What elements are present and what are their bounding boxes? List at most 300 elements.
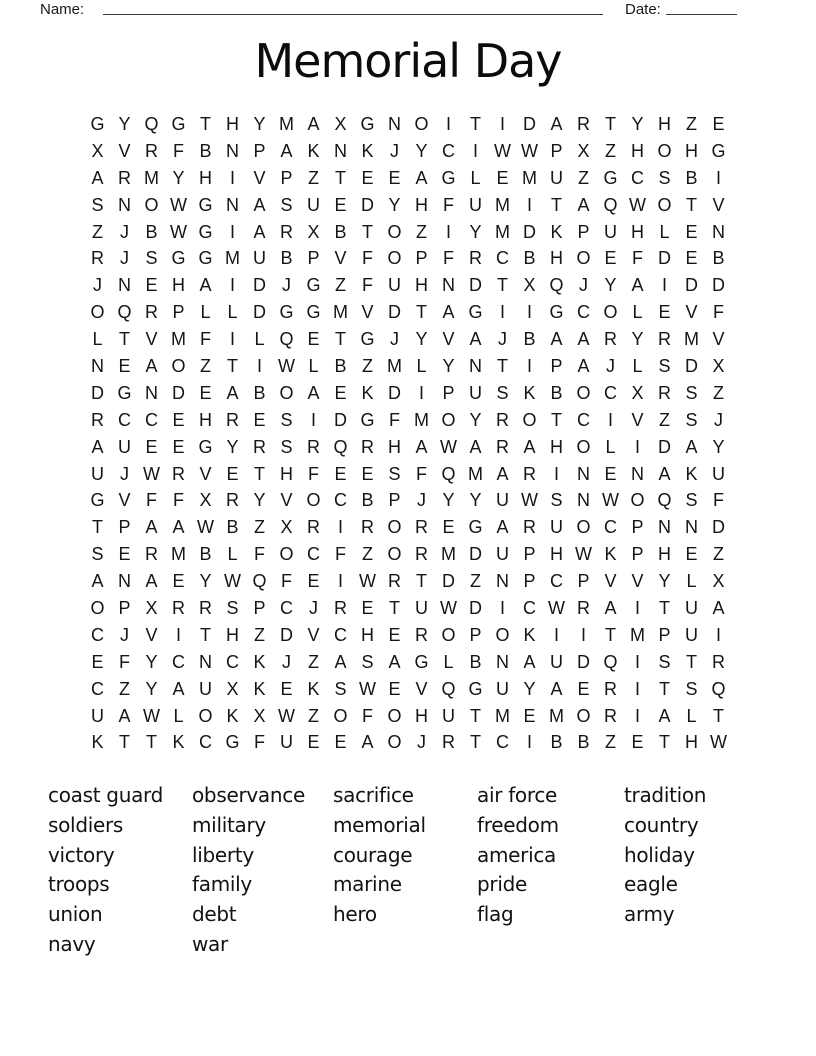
grid-letter: O <box>198 705 213 726</box>
grid-letter: Y <box>388 194 401 215</box>
grid-letter: C <box>91 624 104 645</box>
grid-letter: Q <box>117 302 132 323</box>
grid-letter: Q <box>252 571 267 592</box>
grid-letter: H <box>550 248 563 269</box>
grid-letter: U <box>307 194 320 215</box>
grid-letter: N <box>388 113 401 134</box>
grid-letter: A <box>496 463 509 484</box>
grid-letter: U <box>550 651 563 672</box>
grid-letter: J <box>120 248 129 269</box>
grid-letter: U <box>469 194 482 215</box>
word-list <box>0 781 816 981</box>
word-item: debt <box>192 902 237 927</box>
word-item: troops <box>48 872 110 897</box>
grid-letter: Z <box>713 382 724 403</box>
grid-letter: W <box>170 221 187 242</box>
grid-letter: I <box>418 382 424 403</box>
grid-letter: E <box>361 597 374 618</box>
word-item: military <box>192 812 266 837</box>
grid-letter: E <box>145 436 158 457</box>
grid-letter: A <box>685 436 698 457</box>
grid-letter: J <box>390 329 399 350</box>
grid-letter: V <box>712 329 725 350</box>
grid-letter: E <box>604 463 617 484</box>
grid-letter: D <box>469 544 482 565</box>
grid-letter: D <box>469 275 482 296</box>
grid-letter: L <box>227 544 238 565</box>
grid-letter: Z <box>605 140 616 161</box>
grid-letter: A <box>550 329 563 350</box>
grid-letter: E <box>334 732 347 753</box>
grid-letter: E <box>577 678 590 699</box>
grid-letter: S <box>685 382 698 403</box>
word-item: air force <box>477 783 558 807</box>
grid-letter: D <box>253 275 266 296</box>
grid-letter: Y <box>712 436 725 457</box>
grid-letter: B <box>334 355 347 376</box>
grid-letter: D <box>658 436 671 457</box>
date-blank-line[interactable] <box>666 0 737 15</box>
grid-letter: L <box>200 302 211 323</box>
word-item: country <box>624 812 699 837</box>
grid-letter: J <box>498 329 507 350</box>
grid-letter: G <box>306 302 321 323</box>
grid-letter: W <box>143 463 160 484</box>
grid-letter: N <box>442 275 455 296</box>
grid-letter: N <box>496 571 509 592</box>
grid-letter: M <box>495 705 510 726</box>
grid-letter: F <box>713 490 724 511</box>
grid-letter: H <box>685 140 698 161</box>
grid-letter: E <box>199 382 212 403</box>
grid-letter: Y <box>226 436 239 457</box>
grid-letter: A <box>361 732 374 753</box>
grid-letter: U <box>280 732 293 753</box>
grid-letter: J <box>93 275 102 296</box>
word-list-column <box>333 781 426 930</box>
grid-letter: D <box>91 382 104 403</box>
grid-letter: U <box>685 624 698 645</box>
grid-letter: N <box>91 355 104 376</box>
grid-letter: T <box>200 624 211 645</box>
grid-letter: K <box>523 624 536 645</box>
grid-letter: U <box>199 678 212 699</box>
grid-letter: C <box>496 248 509 269</box>
grid-letter: K <box>604 544 617 565</box>
grid-letter: N <box>631 463 644 484</box>
grid-letter: O <box>441 409 456 430</box>
grid-letter: S <box>658 651 671 672</box>
grid-letter: A <box>118 705 131 726</box>
grid-letter: H <box>415 705 428 726</box>
grid-letter: X <box>199 490 212 511</box>
word-item: navy <box>48 931 96 956</box>
grid-letter: S <box>685 490 698 511</box>
word-item: victory <box>48 842 115 867</box>
grid-letter: A <box>253 194 266 215</box>
grid-letter: D <box>712 517 725 538</box>
grid-letter: O <box>90 302 105 323</box>
grid-letter: O <box>576 436 591 457</box>
grid-letter: Q <box>711 678 726 699</box>
grid-letter: Y <box>145 651 158 672</box>
grid-letter: I <box>553 624 559 645</box>
grid-letter: N <box>145 382 158 403</box>
grid-letter: B <box>550 732 563 753</box>
grid-letter: J <box>714 409 723 430</box>
grid-letter: T <box>551 409 562 430</box>
grid-letter: I <box>472 140 478 161</box>
grid-letter: Z <box>308 705 319 726</box>
grid-letter: I <box>229 275 235 296</box>
grid-letter: P <box>577 221 590 242</box>
grid-letter: O <box>144 194 159 215</box>
grid-letter: A <box>280 140 293 161</box>
grid-letter: E <box>685 544 698 565</box>
grid-letter: P <box>631 517 644 538</box>
grid-letter: G <box>414 651 429 672</box>
grid-letter: K <box>253 678 266 699</box>
grid-letter: R <box>496 436 509 457</box>
grid-letter: Z <box>362 355 373 376</box>
grid-letter: E <box>388 167 401 188</box>
grid-letter: C <box>523 597 536 618</box>
grid-letter: R <box>172 597 185 618</box>
grid-letter: J <box>120 221 129 242</box>
grid-letter: U <box>91 463 104 484</box>
grid-letter: D <box>577 651 590 672</box>
grid-letter: B <box>280 248 293 269</box>
grid-letter: R <box>280 221 293 242</box>
grid-letter: G <box>441 167 456 188</box>
grid-letter: O <box>576 705 591 726</box>
word-item: memorial <box>333 812 426 837</box>
grid-letter: P <box>280 167 293 188</box>
grid-letter: U <box>442 705 455 726</box>
grid-letter: F <box>362 705 373 726</box>
grid-letter: D <box>685 355 698 376</box>
grid-letter: F <box>713 302 724 323</box>
grid-letter: C <box>91 678 104 699</box>
grid-letter: F <box>119 651 130 672</box>
grid-letter: A <box>91 571 104 592</box>
grid-letter: A <box>253 221 266 242</box>
grid-letter: I <box>634 705 640 726</box>
name-label: Name: <box>40 1 85 18</box>
grid-letter: R <box>658 382 671 403</box>
grid-letter: V <box>685 302 698 323</box>
grid-letter: I <box>580 624 586 645</box>
grid-letter: C <box>280 597 293 618</box>
word-list-column <box>477 781 559 930</box>
grid-letter: H <box>658 113 671 134</box>
grid-letter: T <box>497 355 508 376</box>
grid-letter: L <box>686 571 697 592</box>
grid-letter: A <box>523 651 536 672</box>
grid-letter: Q <box>549 275 564 296</box>
grid-letter: T <box>470 113 481 134</box>
grid-letter: M <box>333 302 348 323</box>
grid-letter: H <box>631 221 644 242</box>
grid-letter: Y <box>658 571 671 592</box>
grid-letter: N <box>199 651 212 672</box>
grid-letter: S <box>280 194 293 215</box>
grid-letter: N <box>118 275 131 296</box>
grid-letter: Y <box>172 167 185 188</box>
grid-letter: B <box>550 382 563 403</box>
grid-letter: A <box>550 678 563 699</box>
grid-letter: R <box>226 409 239 430</box>
grid-letter: M <box>171 329 186 350</box>
grid-letter: L <box>173 705 184 726</box>
grid-letter: Y <box>253 113 266 134</box>
grid-letter: I <box>337 517 343 538</box>
grid-letter: G <box>468 302 483 323</box>
grid-letter: G <box>306 275 321 296</box>
grid-letter: F <box>146 490 157 511</box>
grid-letter: J <box>417 490 426 511</box>
grid-letter: J <box>390 140 399 161</box>
grid-letter: E <box>685 248 698 269</box>
word-list-column <box>48 781 163 960</box>
grid-letter: T <box>605 624 616 645</box>
grid-letter: B <box>199 544 212 565</box>
grid-letter: E <box>604 248 617 269</box>
grid-letter: T <box>227 355 238 376</box>
grid-letter: S <box>685 678 698 699</box>
page-title: Memorial Day <box>254 34 562 88</box>
grid-letter: L <box>605 436 616 457</box>
grid-letter: R <box>91 248 104 269</box>
grid-letter: Z <box>605 732 616 753</box>
grid-letter: C <box>172 651 185 672</box>
grid-letter: H <box>550 436 563 457</box>
grid-letter: C <box>577 302 590 323</box>
grid-letter: Y <box>442 490 455 511</box>
grid-letter: T <box>335 329 346 350</box>
grid-letter: E <box>388 678 401 699</box>
word-item: army <box>624 902 675 927</box>
grid-letter: H <box>199 167 212 188</box>
grid-letter: Y <box>469 221 482 242</box>
grid-letter: S <box>91 194 104 215</box>
grid-letter: F <box>362 275 373 296</box>
grid-letter: P <box>253 597 266 618</box>
grid-letter: L <box>632 355 643 376</box>
grid-letter: D <box>253 302 266 323</box>
grid-letter: R <box>199 597 212 618</box>
grid-letter: O <box>387 517 402 538</box>
grid-letter: P <box>118 597 131 618</box>
grid-letter: Z <box>686 113 697 134</box>
grid-letter: Y <box>631 329 644 350</box>
grid-letter: K <box>91 732 104 753</box>
grid-letter: A <box>712 597 725 618</box>
grid-letter: P <box>388 490 401 511</box>
grid-letter: A <box>415 167 428 188</box>
grid-letter: O <box>576 382 591 403</box>
grid-letter: R <box>226 490 239 511</box>
grid-letter: T <box>470 732 481 753</box>
grid-letter: O <box>603 302 618 323</box>
grid-letter: M <box>279 113 294 134</box>
grid-letter: I <box>607 409 613 430</box>
grid-letter: M <box>522 167 537 188</box>
grid-letter: W <box>278 705 295 726</box>
grid-letter: X <box>145 597 158 618</box>
grid-letter: J <box>120 624 129 645</box>
grid-letter: T <box>119 329 130 350</box>
grid-letter: B <box>469 651 482 672</box>
grid-letter: L <box>227 302 238 323</box>
word-list-column <box>624 781 706 930</box>
grid-letter: K <box>550 221 563 242</box>
grid-letter: Q <box>441 678 456 699</box>
grid-letter: I <box>445 221 451 242</box>
grid-letter: Z <box>92 221 103 242</box>
grid-letter: Z <box>416 221 427 242</box>
grid-letter: C <box>199 732 212 753</box>
grid-letter: P <box>550 355 563 376</box>
grid-letter: U <box>415 597 428 618</box>
grid-letter: T <box>497 275 508 296</box>
grid-letter: V <box>307 624 320 645</box>
grid-letter: E <box>442 517 455 538</box>
grid-letter: M <box>684 329 699 350</box>
grid-letter: W <box>548 597 565 618</box>
grid-letter: H <box>415 194 428 215</box>
grid-letter: U <box>91 705 104 726</box>
grid-letter: P <box>523 544 536 565</box>
grid-letter: H <box>226 113 239 134</box>
grid-letter: P <box>658 624 671 645</box>
grid-letter: E <box>496 167 509 188</box>
grid-letter: P <box>550 140 563 161</box>
grid-letter: A <box>145 517 158 538</box>
grid-letter: E <box>172 571 185 592</box>
grid-letter: I <box>175 624 181 645</box>
grid-letter: T <box>605 113 616 134</box>
grid-letter: F <box>416 463 427 484</box>
grid-letter: V <box>361 302 374 323</box>
grid-letter: C <box>226 651 239 672</box>
grid-letter: R <box>415 544 428 565</box>
grid-letter: L <box>92 329 103 350</box>
grid-letter: U <box>496 678 509 699</box>
grid-letter: X <box>712 571 725 592</box>
grid-letter: S <box>496 382 509 403</box>
word-item: coast guard <box>48 783 164 807</box>
grid-letter: V <box>280 490 293 511</box>
grid-letter: Z <box>362 544 373 565</box>
grid-letter: G <box>171 248 186 269</box>
grid-letter: J <box>120 463 129 484</box>
grid-letter: W <box>710 732 727 753</box>
grid-letter: T <box>389 597 400 618</box>
grid-letter: I <box>661 275 667 296</box>
grid-letter: H <box>361 624 374 645</box>
grid-letter: I <box>553 463 559 484</box>
grid-letter: U <box>253 248 266 269</box>
grid-letter: A <box>91 167 104 188</box>
grid-letter: S <box>226 597 239 618</box>
grid-letter: E <box>334 382 347 403</box>
word-list-column <box>192 781 305 960</box>
grid-letter: R <box>604 329 617 350</box>
grid-letter: M <box>414 409 429 430</box>
grid-letter: I <box>526 355 532 376</box>
grid-letter: E <box>307 571 320 592</box>
grid-letter: X <box>226 678 239 699</box>
grid-letter: P <box>415 248 428 269</box>
grid-letter: G <box>198 194 213 215</box>
grid-letter: V <box>442 329 455 350</box>
grid-letter: I <box>715 624 721 645</box>
grid-letter: S <box>658 167 671 188</box>
grid-letter: W <box>359 571 376 592</box>
grid-letter: O <box>387 544 402 565</box>
grid-letter: O <box>387 732 402 753</box>
grid-letter: Z <box>308 167 319 188</box>
grid-letter: B <box>523 248 536 269</box>
grid-letter: R <box>361 517 374 538</box>
grid-letter: Z <box>254 624 265 645</box>
grid-letter: F <box>173 490 184 511</box>
grid-letter: A <box>523 436 536 457</box>
grid-letter: I <box>499 597 505 618</box>
grid-letter: M <box>171 544 186 565</box>
grid-letter: R <box>712 651 725 672</box>
grid-letter: I <box>229 167 235 188</box>
grid-letter: L <box>308 355 319 376</box>
grid-letter: O <box>387 705 402 726</box>
grid-letter: B <box>226 517 239 538</box>
grid-letter: R <box>523 517 536 538</box>
grid-letter: A <box>199 275 212 296</box>
grid-letter: D <box>172 382 185 403</box>
name-blank-line[interactable] <box>103 0 603 15</box>
word-item: war <box>192 931 228 956</box>
grid-letter: K <box>361 140 374 161</box>
grid-letter: S <box>145 248 158 269</box>
grid-letter: R <box>415 517 428 538</box>
grid-letter: Z <box>578 167 589 188</box>
grid-letter: C <box>496 732 509 753</box>
word-item: eagle <box>624 872 678 897</box>
grid-letter: P <box>631 544 644 565</box>
grid-letter: C <box>334 624 347 645</box>
grid-letter: A <box>145 571 158 592</box>
grid-letter: K <box>361 382 374 403</box>
grid-letter: I <box>526 302 532 323</box>
grid-letter: I <box>229 329 235 350</box>
grid-letter: N <box>577 490 590 511</box>
grid-letter: K <box>226 705 239 726</box>
grid-letter: D <box>388 302 401 323</box>
grid-letter: O <box>387 221 402 242</box>
grid-letter: F <box>254 544 265 565</box>
grid-letter: O <box>657 140 672 161</box>
grid-letter: T <box>659 597 670 618</box>
grid-letter: B <box>523 329 536 350</box>
grid-letter: H <box>550 544 563 565</box>
grid-letter: W <box>575 544 592 565</box>
grid-letter: N <box>118 571 131 592</box>
grid-letter: U <box>712 463 725 484</box>
grid-letter: B <box>712 248 725 269</box>
grid-letter: T <box>470 705 481 726</box>
grid-letter: R <box>361 436 374 457</box>
